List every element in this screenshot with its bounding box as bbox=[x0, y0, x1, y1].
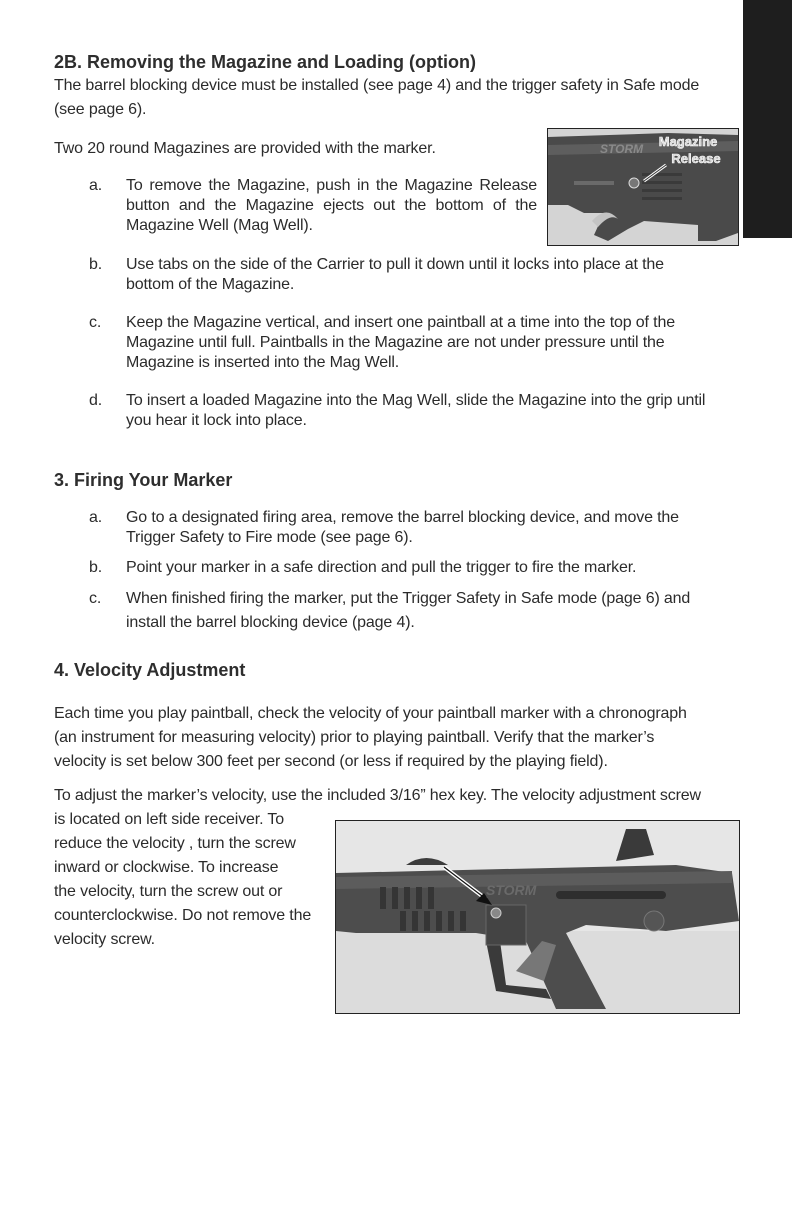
section-2b-intro-line-1: The barrel blocking device must be installed (see page 4) and the trigger safety in Safe mode bbox=[54, 77, 700, 94]
velocity-para-1-line-1: Each time you play paintball, check the velocity of your paintball marker with a chronograph bbox=[54, 705, 687, 722]
list-text: When finished firing the marker, put the Trigger Safety in Safe mode (page 6) and bbox=[126, 590, 691, 607]
list-item bbox=[89, 176, 539, 236]
list-text: button and the Magazine ejects out the bottom of the bbox=[126, 197, 537, 214]
list-marker: b. bbox=[89, 256, 103, 273]
list-text: To remove the Magazine, push in the Magazine Release bbox=[126, 177, 537, 194]
velocity-para-2-line: counterclockwise. Do not remove the bbox=[54, 907, 312, 924]
list-marker: c. bbox=[89, 590, 102, 607]
list-text: Magazine is inserted into the Mag Well. bbox=[126, 354, 400, 371]
section-4-heading: 4. Velocity Adjustment bbox=[54, 660, 246, 680]
list-text: Magazine Well (Mag Well). bbox=[126, 217, 313, 234]
velocity-para-2-line: the velocity, turn the screw out or bbox=[54, 883, 283, 900]
velocity-para-1-line-3: velocity is set below 300 feet per second (or less if required by the playing field). bbox=[54, 753, 608, 770]
velocity-screw-photo bbox=[335, 820, 740, 1014]
svg-text:STORM: STORM bbox=[600, 142, 644, 156]
list-text: To insert a loaded Magazine into the Mag Well, slide the Magazine into the grip until bbox=[126, 392, 706, 409]
list-marker: a. bbox=[89, 509, 103, 526]
list-text: Keep the Magazine vertical, and insert one paintball at a time into the top of the bbox=[126, 314, 675, 331]
velocity-para-1-line-2: (an instrument for measuring velocity) prior to playing paintball. Verify that the marker’s bbox=[54, 729, 655, 746]
list-text: Point your marker in a safe direction and pull the trigger to fire the marker. bbox=[126, 559, 637, 576]
list-text: Magazine until full. Paintballs in the Magazine are not under pressure until the bbox=[126, 334, 665, 351]
list-text: bottom of the Magazine. bbox=[126, 276, 295, 293]
list-marker: d. bbox=[89, 392, 103, 409]
photo-label-line-2: Release bbox=[671, 151, 721, 166]
photo-label-line-1: Magazine bbox=[658, 134, 718, 149]
svg-text:STORM: STORM bbox=[486, 882, 537, 898]
velocity-para-2-line: inward or clockwise. To increase bbox=[54, 859, 279, 876]
velocity-para-2-wrap bbox=[54, 808, 329, 952]
list-text: you hear it lock into place. bbox=[126, 412, 307, 429]
velocity-para-2-line: velocity screw. bbox=[54, 931, 155, 948]
list-marker: c. bbox=[89, 314, 102, 331]
section-2b-heading: 2B. Removing the Magazine and Loading (option) bbox=[54, 52, 476, 72]
section-tab bbox=[743, 0, 792, 238]
list-text: Trigger Safety to Fire mode (see page 6). bbox=[126, 529, 413, 546]
velocity-para-2-line: is located on left side receiver. To bbox=[54, 811, 284, 828]
list-marker: a. bbox=[89, 177, 103, 194]
velocity-para-2-line: reduce the velocity , turn the screw bbox=[54, 835, 296, 852]
list-text: install the barrel blocking device (page 4). bbox=[126, 614, 415, 631]
section-3-heading: 3. Firing Your Marker bbox=[54, 470, 233, 490]
list-marker: b. bbox=[89, 559, 103, 576]
velocity-para-2-line-1: To adjust the marker’s velocity, use the included 3/16” hex key. The velocity adjustment screw bbox=[54, 787, 701, 804]
section-2b-intro-line-2: (see page 6). bbox=[54, 101, 147, 118]
list-text: Use tabs on the side of the Carrier to pull it down until it locks into place at the bbox=[126, 256, 664, 273]
magazines-note: Two 20 round Magazines are provided with the marker. bbox=[54, 140, 436, 157]
list-text: Go to a designated firing area, remove the barrel blocking device, and move the bbox=[126, 509, 679, 526]
magazine-release-photo bbox=[547, 128, 739, 246]
